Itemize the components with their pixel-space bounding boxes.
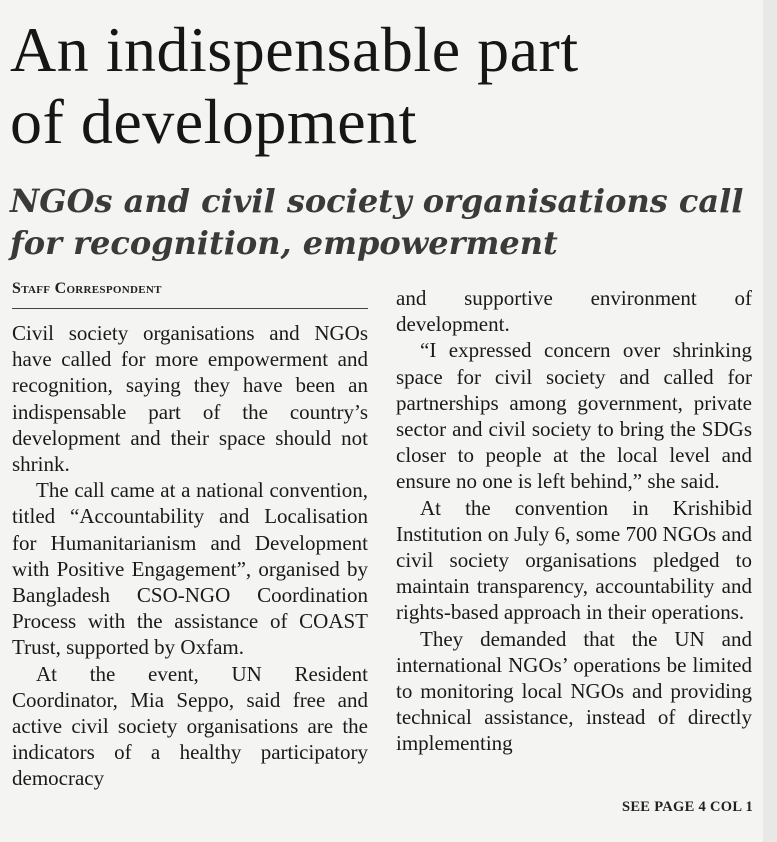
paragraph: At the convention in Krishibid Institution on July 6, some 700 NGOs and civil society organisations pledged to maintain transparency, accountability and rights-based approach in their operations. xyxy=(396,495,752,625)
byline: Staff Correspondent xyxy=(12,280,368,309)
headline xyxy=(10,14,750,158)
page-edge xyxy=(763,0,777,842)
article-column-left xyxy=(12,320,368,792)
subhead-line-2: for recognition, empowerment xyxy=(10,224,558,262)
paragraph: At the event, UN Resident Coordinator, Mia Seppo, said free and active civil society organisations are the indicators of a healthy participatory democracy xyxy=(12,661,368,791)
paragraph: The call came at a national convention, titled “Accountability and Localisation for Humanitarianism and Development with Positive Engagement”, organised by Bangladesh CSO-NGO Coordination Process with the assistance of COAST Trust, supported by Oxfam. xyxy=(12,478,368,660)
paragraph: They demanded that the UN and international NGOs’ operations be limited to monitoring local NGOs and providing technical assistance, instead of directly implementing xyxy=(396,626,752,756)
headline-line-1: An indispensable part xyxy=(10,14,579,85)
subhead-line-1: NGOs and civil society organisations call xyxy=(10,182,744,220)
paragraph: and supportive environment of development. xyxy=(396,286,752,337)
article-column-right xyxy=(396,285,752,757)
subheadline xyxy=(10,180,760,264)
headline-line-2: of development xyxy=(10,86,417,157)
continuation-note: SEE PAGE 4 COL 1 xyxy=(621,799,753,815)
paragraph: Civil society organisations and NGOs have called for more empowerment and recognition, saying they have been an indispensable part of the country’s development and their space should not shrink. xyxy=(12,321,368,477)
paragraph: “I expressed concern over shrinking space for civil society and called for partnerships among government, private sector and civil society to bring the SDGs closer to people at the local level and ensure no one is left behind,” she said. xyxy=(396,338,752,494)
